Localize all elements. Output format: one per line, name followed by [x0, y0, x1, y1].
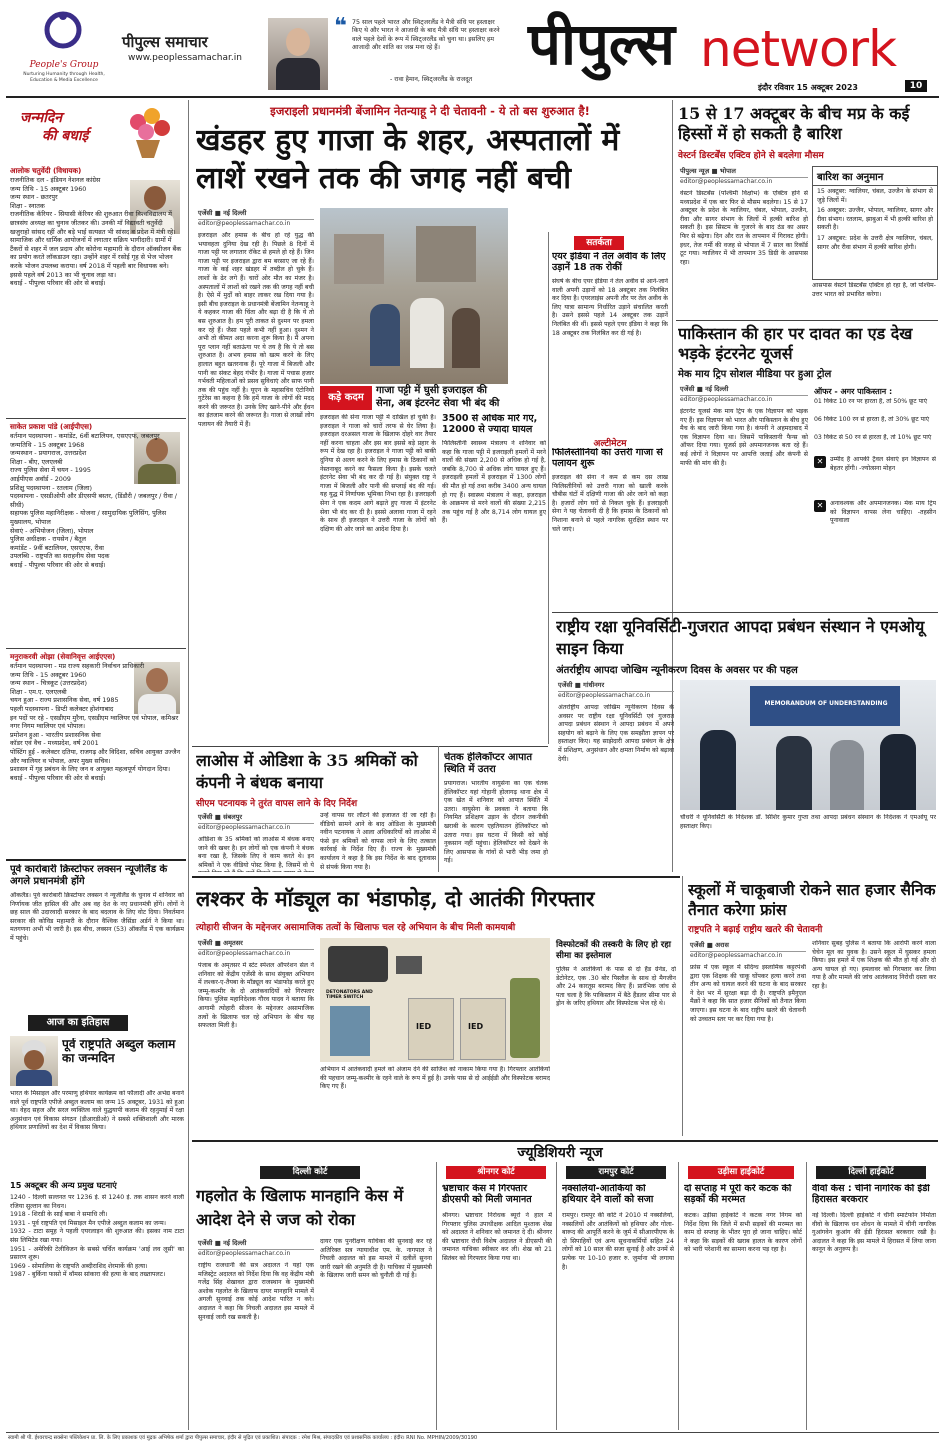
france-body: फ्रांस में एक स्कूल में संदिग्ध इस्लामिक कट्टरपंथी द्वारा एक शिक्षक की चाकू घोंपकर हत्या करने तथा तीन अन्य को घायल करने की घटना के बाद सरकार ने देश भर में सुरक्षा बढ़ा दी है। राष्ट्रपति इमैनुएल मैक्रों ने कहा कि सात हजार सैनिकों को तैनात किया जाएगा। इस घटना के बाद राष्ट्रीय खतरे की चेतावनी को उच्चतम स्तर पर कर दिया गया है। [690, 964, 806, 1023]
tweet-icon: ✕ [814, 456, 826, 468]
laos-sub: सीएम पटनायक ने तुरंत वापस लाने के दिए निर्देश [196, 799, 358, 809]
border-body: पुलिस ने आतंकियों के पास से दो हैंड ग्रेनेड, दो डेटोनेटर, एक .30 बोर पिस्तौल के साथ दो मैगजीन और 24 कारतूस बरामद किए हैं। प्रारंभिक जांच से पता चला है कि पाकिस्तान में बैठे हैंडलर सीमा पार से ड्रोन के जरिए हथियार और विस्फोटक भेज रहे थे। [556, 966, 676, 1008]
air-india-kicker: सतर्कता [574, 236, 624, 250]
gehlot-email: editor@peoplessamachar.co.in [198, 1250, 291, 1257]
footer-imprint: स्वामी श्री पी. ईश्वरचन्द्र सक्सेना पब्लिकेशन प्रा. लि. के लिए प्रकाशक एवं मुद्रक अभिषेक शर्मा द्वारा पीपुल्स समाचार, इंदौर से मुद्रित एवं प्रकाशित। संपादक : रमेश मिश्र, संपादकीय एवं प्रशासनिक कार्यालय : इंदौर। RNI No. MPHIN/2009/30190 [8, 1435, 478, 1441]
france-byline: एजेंसी ■ अरास [690, 940, 806, 952]
luxon-headline: पूर्व कारोबारी क्रिस्टोफर लक्सन न्यूजीलैंड के अगले प्रधानमंत्री होंगे [10, 864, 168, 887]
laos-email: editor@peoplessamachar.co.in [198, 824, 291, 831]
ultimatum-headline: फिलिस्तीनियों का उत्तरी गाजा से पलायन शुरू [552, 448, 663, 469]
pakistan-offer-1: 01 विकेट 10 रन पर हारता है, तो 50% छूट पाएं [814, 398, 928, 405]
group-tagline: Nurturing Humanity through Health, Education & Media Excellence [23, 72, 105, 83]
birthday-text-1: राजनीतिक दल - इंडियन नेशनल कांग्रेस जन्म तिथि - 15 अक्टूबर 1960 जन्म स्थान - छतरपुर शिक्षा - स्नातक राजनीतिक कॅरियर - सियासी कॅरियर की शुरुआत रीवा विश्वविद्यालय में छात्रसंघ अध्यक्ष का चुनाव जीतकर की। उनकी माँ विद्यावती चतुर्वेदी खजुराहो सांसद रहीं और बड़े भाई सत्यव्रत भी सांसद व प्रदेश में मंत्री रहे। सामाजिक और धार्मिक आयोजनों में लगातार सक्रिय भागीदारी। ग्रामों में टैंकरों से शहर में जल प्रदाय और कोरोना महामारी के दौरान ऑक्सीजन बैंक का प्रयोग करते लॉकडाउन रहा। उन्होंने शहर में रसोई गृह से भेज भोजन करके भोजन उपलब्ध कराया। वर्ष 2018 में पहली बार विधायक बने। इससे पहले वर्ष 2013 का भी चुनाव लड़ा था। बधाई - पीपुल्स परिवार की ओर से बधाई। [10, 176, 182, 288]
lashkar-body: पंजाब के अमृतसर में स्टेट स्पेशल ऑपरेशन सेल ने शनिवार को केंद्रीय एजेंसी के साथ संयुक्त अभियान में लश्कर-ए-तैयबा के मॉड्यूल का भंडाफोड़ करते हुए जम्मू-कश्मीर के दो आतंकवादियों को गिरफ्तार किया। पुलिस महानिदेशक गौरव यादव ने बताया कि आगामी त्योहारी सीजन के मद्देनजर असामाजिक तत्वों के खिलाफ चल रहे अभियान के बीच यह सफलता मिली है। [198, 962, 314, 1030]
gaza-email: editor@peoplessamachar.co.in [198, 220, 291, 227]
border-headline: विस्फोटकों की तस्करी के लिए हो रहा सीमा का इस्तेमाल [556, 940, 671, 961]
gaza-byline: एजेंसी ■ नई दिल्ली [198, 208, 314, 220]
rain-byline: पीपुल्स न्यूज़ ■ भोपाल [680, 166, 808, 178]
birthday-title-top: जन्मदिन [20, 110, 63, 126]
pakistan-offer-3: 03 विकेट से 50 रन से हारता है, तो 10% छूट पाएं [814, 434, 932, 441]
nsu-body: अंतर्राष्ट्रीय आपदा जोखिम न्यूनीकरण दिवस के अवसर पर राष्ट्रीय रक्षा यूनिवर्सिटी एवं गुजरात आपदा प्रबंधन संस्थान ने आपदा प्रबंधन में अपने सहयोग को बढ़ाने के लिए एक समझौता ज्ञापन पर हस्ताक्षर किए। यह साझेदारी आपदा प्रबंधन के क्षेत्र में प्रशिक्षण, अनुसंधान और क्षमता निर्माण को बढ़ावा देगी। [558, 704, 674, 763]
ambassador-photo [268, 18, 328, 90]
dhc-body: नई दिल्ली। दिल्ली हाईकोर्ट ने चीनी स्मार्टफोन निर्माता वीवो के खिलाफ धन शोधन के मामले में चीनी नागरिक गुआंगवेन कुआंग की ईडी हिरासत बरकरार रखी है। अदालत ने कहा कि इस मामले में हिरासत में लिया जाना कानून के अनुरूप है। [812, 1212, 936, 1254]
pakistan-offer-title: ऑफर - अगर पाकिस्तान : [814, 387, 893, 396]
history-headline: पूर्व राष्ट्रपति अब्दुल कलाम का जन्मदिन [62, 1038, 176, 1065]
group-name: People's Group [29, 60, 99, 70]
peoples-group-logo [38, 8, 88, 58]
paper-small-name: पीपुल्स समाचार [122, 33, 208, 51]
luxon-body: ऑकलैंड। पूर्व कारोबारी क्रिस्टोफर लक्सन ने न्यूजीलैंड के चुनाव में शनिवार को निर्णायक जीत हासिल की और अब वह देश के नए प्रधानमंत्री होंगे। लोगों ने छह साल की उदारवादी सरकार के बाद बदलाव के लिए वोट दिया। निवर्तमान सरकार की कोविड महामारी के दौरान वैश्विक जैसिंडा अर्डर्न ने किया था। मतगणना अभी भी जारी है। इस बीच, लक्सन (53) ऑकलैंड में एक कार्यक्रम में पहुंचे। [10, 892, 184, 942]
pakistan-byline: एजेंसी ■ नई दिल्ली [680, 384, 808, 396]
ultimatum-kicker: अल्टीमेटम [593, 439, 627, 449]
rain-box-item-3: 17 अक्टूबर: प्रदेश के उत्तरी क्षेत्र ग्वालियर, चंबल, सागर और रीवा संभाग में हल्की बारिश होगी। [817, 234, 933, 251]
pakistan-offer-2: 06 विकेट 100 रन से हारता है, तो 30% छूट पाएं [814, 416, 930, 423]
france-col2: शनिवार सुबह पुलिस ने बताया कि आरोपी करने वाला चेचेन मूल का युवक है। उसने स्कूल में घुसकर हमला किया। इस हमले में एक शिक्षक की मौत हो गई और दो अन्य घायल हो गए। हमलावर को गिरफ्तार कर लिया गया है और मामले की जांच आतंकवाद निरोधी दस्ता कर रहा है। [812, 940, 936, 990]
ultimatum-body: इजराइल की सेना ने कम से कम दस लाख फिलिस्तीनियों को उत्तरी गाजा को खाली करके चौबीस घंटों में दक्षिणी गाजा की ओर जाने को कहा है। हजारों लोग घरों से निकल चुके हैं। इजराइली सेना ने यह चेतावनी दी है कि हमास के ठिकानों को निशाना बनाने से पहले नागरिक सुरक्षित स्थान पर चले जाएं। [552, 474, 668, 533]
casualty-body: फिलिस्तीनी स्वास्थ्य मंत्रालय ने शनिवार को कहा कि गाजा पट्टी में इजराइली हमलों में मरने वालों की संख्या 2,200 से अधिक हो गई है, जबकि 8,700 से अधिक लोग घायल हुए हैं। इजराइली हमलों में इजराइल में 1300 लोगों की मौत हो गई तथा करीब 3400 अन्य घायल हो गए हैं। स्वास्थ्य मंत्रालय ने कहा, इजराइल के आक्रमण से मरने वालों की संख्या 2,215 तक पहुंच गई है और 8,714 लोग घायल हुए हैं। [442, 440, 546, 525]
birthday-column [6, 100, 186, 857]
ied-label-2: IED [468, 1022, 484, 1031]
casualty-headline: 3500 से अधिक मारे गए, 12000 से ज्यादा घायल [442, 414, 538, 435]
gaza-body: इजराइल और हमास के बीच हो रहे युद्ध की भयावहता दुनिया देख रही है। पिछले 8 दिनों में गाजा पट्टी पर लगातार रॉकेट से हमले हो रहे हैं। जिन गाजा पट्टी पर इजराइल द्वारा बम बरसाए जा रहे हैं। गाजा के कई शहर खंडहर में तब्दील हो चुके हैं। लाशों के ढेर लगे हैं। चारों ओर मौत का मंजर है। अस्पतालों में लाशों को रखने तक की जगह नहीं बची है। ऐसे में मुर्दों को बाहर लाकर रख दिया गया है। इसी बीच इजराइल के प्रधानमंत्री बेंजामिन नेतन्याहू ने ये कहकर गाजा की चिंता और बढ़ा दी है कि ये तो बस शुरुआत है। हम पूरी ताकत से दुश्मन पर हमला कर रहे हैं। जैसा पहले कभी नहीं हुआ। दुश्मन ने अभी तो कीमत अदा करना शुरू किया है। मैं अपना पूरा प्लान नहीं बताऊंगा पर ये तय है कि ये तो बस शुरुआत है। अभय हमास को खत्म करने के लिए हालात बहुत खतरनाक हैं। पूरे गाजा में बिजली और पानी का संकट बेहद गंभीर है। गाजा में पचास हजार गर्भवती महिलाओं को प्रसव सुविधाएं और साफ पानी तक की पहुंच नहीं है। यूएन के महासचिव एंटोनियो गुटेरेस का कहना है कि हमें गाजा के लोगों की मदद करने की जरूरत है। उनके लिए खाने-पीने और ईंधन का इंतजाम करने की जरूरत है। गाजा से लाखों लोग पलायन की तैयारी में हैं। [198, 232, 314, 429]
quote-mark-icon: ❝ [334, 14, 347, 39]
gaza-headline: खंडहर हुए गाजा के शहर, अस्पतालों में लाशें रखने तक की जगह नहीं बची [196, 123, 620, 196]
birthday-title-bottom: की बधाई [42, 128, 89, 144]
kalam-photo [10, 1036, 58, 1086]
rampur-body: रामपुर। रामपुर की कोर्ट ने 2010 में नक्सलियों, नक्सलियों और आतंकियों को हथियार और गोला-बारूद की आपूर्ति करने के जुर्म में सीआरपीएफ के दो सिपाहियों एवं अन्य सूचनाकर्मियों सहित 24 लोगों को 10 साल की सजा सुनाई है और उनमें से प्रत्येक पर 10-10 हजार रु. जुर्माना भी लगाया है। [562, 1212, 674, 1271]
birthday-text-3: वर्तमान पदस्थापना - मप्र राज्य सहकारी निर्वाचन प्राधिकारी जन्म तिथि - 15 अक्टूबर 1960 जन्म स्थान - चित्रकूट (उत्तरप्रदेश) शिक्षा - एम.ए. एलएलबी चयन हुआ - राज्य प्रशासनिक सेवा, वर्ष 1985 पहली पदस्थापना - डिप्टी कलेक्टर होशंगाबाद इन पदों पर रहे - एसडीएम मुरैना, एसडीएम ग्वालियर एवं भोपाल, कमिश्नर नगर निगम ग्वालियर एवं भोपाल। प्रमोशन हुआ - भारतीय प्रशासनिक सेवा कॉडर एवं वैच - मध्यप्रदेश, वर्ष 2001 पोस्टिंग हुई - कलेक्टर दतिया, राजगढ़ और विदिशा, सचिव आयुक्त उज्जैन और ग्वालियर व भोपाल, अपर मुख्य सचिव। प्रशासन में गृह प्रबंधन के लिए जन व आयुक्त महत्वपूर्ण योगदान दिया। बधाई - पीपुल्स परिवार की ओर से बधाई। [10, 662, 181, 782]
odisha-headline: दो सप्ताह में पूरी करें कटक की सड़कों की मरम्मत [684, 1184, 792, 1205]
history-body: भारत के मिसाइल और परमाणु हथियार कार्यक्रम को फौलादी और अभेद्य बनाने वाले पूर्व राष्ट्रपति एपीजे अब्दुल कलाम का जन्म 15 अक्टूबर, 1931 को हुआ था। वेहद सहज और सरल व्यक्तित्व वाले युद्धयापी कलाम की रहनुमाई में रक्षा अनुसंधान एवं विकास संगठन (डीआरडीओ) ने सबसे शक्तिशाली और मारक हथियार प्रणालियों का देश में विकास किया। [10, 1090, 184, 1132]
lashkar-byline: एजेंसी ■ अमृतसर [198, 938, 314, 950]
france-headline: स्कूलों में चाकूबाजी रोकने सात हजार सैनिक तैनात करेगा फ्रांस [688, 880, 936, 919]
gaza-photo-kicker: कड़े कदम [320, 386, 372, 410]
nsu-mou-photo [680, 680, 936, 810]
detonator-label: DETONATORS AND TIMER SWITCH [326, 990, 373, 1000]
birthday-text-2: वर्तमान पदस्थापना - कमांडेंट, 6वीं बटालियन, एसएएफ, जबलपुर जन्मतिथि - 15 अक्टूबर 1968 जन्मस्थान - प्रयागराज, उत्तरप्रदेश शिक्षा - बीए, एलएलबी राज्य पुलिस सेवा में चयन - 1995 आईपीएस अवॉर्ड - 2009 प्रशिक्षु पदस्थापना - रतलाम (जिला) पदस्थापना - एसडीओपी और डीएसपी बस्तर, (डिंडौरी / जबलपुर / रीवा / सीधी) सहायक पुलिस महानिरीक्षक - योजना / सामुदायिक पुलिसिंग, पुलिस मुख्यालय, भोपाल सेवाएं - अभियोजन (जिला), भोपाल पुलिस अधीक्षक - रायसेन / बैतूल कमांडेंट - 9वीं बटालियन, एसएएफ, रीवा उपलब्धि - राष्ट्रपति का सराहनीय सेवा पदक बधाई - पीपुल्स परिवार की ओर से बधाई। [10, 432, 177, 569]
history-bar: आज का इतिहास [28, 1015, 128, 1031]
srinagar-headline: भ्रष्टाचार केस में गिरफ्तार डीएसपी को मिली जमानत [442, 1184, 532, 1205]
mou-banner-text: MEMORANDUM OF UNDERSTANDING [764, 700, 888, 707]
brand-english: network [700, 20, 897, 78]
gaza-kicker: इजराइली प्रधानमंत्री बेंजामिन नेतन्याहू ने दी चेतावनी - ये तो बस शुरुआत है! [270, 104, 590, 118]
rain-headline: 15 से 17 अक्टूबर के बीच मप्र के कई हिस्सों में हो सकती है बारिश [678, 104, 910, 143]
pakistan-headline: पाकिस्तान की हार पर दावत का एड देख भड़के इंटरनेट यूजर्स [678, 324, 913, 363]
heli-body: प्रयागराज। भारतीय वायुसेना का एक चेतक हेलिकॉप्टर यहां गोहानी होलागढ़ थाना क्षेत्र में एक खेत में शनिवार को आपात स्थिति में उतरा। वायुसेना के प्रवक्ता ने बताया कि नियमित प्रशिक्षण उड़ान के दौरान तकनीकी खराबी के कारण एहतियातन हेलिकॉप्टर को उतारा गया। इस घटना में किसी को कोई नुकसान नहीं पहुंचा। हेलिकॉप्टर को देखने के लिए आसपास के गांवों से भारी भीड़ जमा हो गई। [444, 780, 548, 865]
laos-byline: एजेंसी ■ संबलपुर [198, 812, 314, 824]
heli-headline: चेतक हेलिकॉप्टर आपात स्थिति में उतरा [444, 752, 533, 775]
rain-email: editor@peoplessamachar.co.in [680, 178, 773, 185]
pakistan-email: editor@peoplessamachar.co.in [680, 396, 773, 403]
nsu-sub: अंतर्राष्ट्रीय आपदा जोखिम न्यूनीकरण दिवस के अवसर पर की पहल [556, 665, 798, 676]
pakistan-tweet-2: अनावश्यक और अपमानजनक। मेक माय ट्रिप को विज्ञापन वापस लेना चाहिए। -तहसीन पूनावाला [830, 500, 936, 525]
tweet-icon-2: ✕ [814, 500, 826, 512]
gaza-rubble-photo [320, 208, 508, 384]
lashkar-headline: लश्कर के मॉड्यूल का भंडाफोड़, दो आतंकी गिरफ्तार [196, 886, 595, 911]
odisha-court: उड़ीसा हाईकोर्ट [688, 1166, 794, 1179]
gehlot-body: राष्ट्रीय राजधानी की सत्र अदालत ने यहां एक मजिस्ट्रेट अदालत को निर्देश दिया कि वह केंद्रीय मंत्री गजेंद्र सिंह शेखावत द्वारा राजस्थान के मुख्यमंत्री अशोक गहलोत के खिलाफ दायर मानहानि मामले में अगली सुनवाई तक कोई आदेश पारित न करे। अदालत ने कहा कि निचली अदालत इस मामले में सुनवाई जारी रख सकती है। [198, 1262, 314, 1321]
history-subtitle: 15 अक्टूबर की अन्य प्रमुख घटनाएं [10, 1180, 117, 1190]
brand-hindi: पीपुल्स [528, 10, 675, 78]
dateline: इंदौर रविवार 15 अक्टूबर 2023 [758, 83, 858, 92]
rain-box-item-2: 16 अक्टूबर: उज्जैन, भोपाल, ग्वालियर, सागर और रीवा संभाग। रतलाम, झाबुआ में भी हल्की बारिश हो सकती है। [817, 207, 933, 232]
odisha-body: कटक। उड़ीसा हाईकोर्ट ने कटक नगर निगम को निर्देश दिया कि जिले में सभी सड़कों की मरम्मत का काम दो सप्ताह के भीतर पूरा हो जाना चाहिए। कोर्ट ने कहा कि सड़कों की खराब हालत के कारण लोगों को भारी परेशानी का सामना करना पड़ रहा है। [684, 1212, 802, 1254]
rain-box-title: बारिश का अनुमान [813, 167, 937, 186]
pakistan-tweet-1: उम्मीद है आपकी ट्रैवल सेवाएं इन विज्ञापन से बेहतर होंगी। -ज्योत्सना मोहन [830, 456, 936, 472]
history-events: 1240 - दिल्ली सल्तनत पर 1236 ई. से 1240 ई. तक शासन करने वाली रजिया सुल्तान का निधन। 1918 - शिरडी के साईं बाबा ने समाधि ली। 1931 - पूर्व राष्ट्रपति एवं मिसाइल मैन एपीजे अब्दुल कलाम का जन्म। 1932 - टाटा समूह ने पहली एयरलाइन की शुरुआत की। इसका नाम टाटा संस लिमिटेड रखा गया। 1951 - अमेरिकी टेलीविजन के सबसे चर्चित कार्यक्रम 'आई लव लूसी' का प्रसारण शुरू। 1969 - सोमालिया के राष्ट्रपति अब्दीराशिद शेरमार्के की हत्या। 1987 - बुर्किना फासो में थॉमस सांकारा की हत्या के बाद तख्तापलट। [10, 1194, 184, 1279]
gaza-photo-caption: गाजा पट्टी में घुसी इजराइल की सेना, अब इंटरनेट सेवा भी बंद की [376, 385, 500, 409]
flower-bouquet-icon [118, 104, 178, 160]
rain-sub: वेस्टर्न डिस्टर्बेंस एक्टिव होने से बदलेगा मौसम [678, 151, 824, 161]
france-email: editor@peoplessamachar.co.in [690, 952, 783, 959]
rampur-headline: नक्सलियों-आतंकियों को हथियार देने वालों को सजा [562, 1184, 654, 1205]
rampur-court: रामपुर कोर्ट [566, 1166, 666, 1179]
ied-label-1: IED [416, 1022, 432, 1031]
rain-box [812, 166, 938, 280]
dhc-headline: वीवो केस : चीनी नागरिक की ईडी हिरासत बरकरार [812, 1184, 930, 1205]
gehlot-headline: गहलोत के खिलाफ मानहानि केस में आदेश देने से जज को रोका [196, 1186, 404, 1229]
gaza-col2: इजराइल की सेना गाजा पट्टी में दाखिल हो चुकी है। इजराइल ने गाजा को चारों तरफ से घेर लिया है। इजराइल दरअसल गाजा के खिलाफ दोहरे वार तैयार नहीं करना चाहता और इस बार इससे बड़े प्रहार के रूप में देख रहा है। इजराइल ने गाजा पट्टी को बाकी दुनिया से अलग करने के लिए हमास के ठिकानों को नेस्तनाबूद करने का फैसला किया है। इसके चलते इंटरनेट सेवा भी बंद कर दी गई है। संयुक्त राष्ट्र ने गाजा में बिजली और पानी की सप्लाई बंद की गई। यह युद्ध में निर्णायक भूमिका निभा रहा है। इजराइली सेना ने एक कदम आगे बढ़ाते हुए गाजा में इंटरनेट सेवा भी बंद कर दी है। इससे अलावा गाजा में रहने के साथ ही इजराइल ने उत्तरी गाजा के लोगों को दक्षिण की ओर जाने का आदेश दिया है। [320, 414, 436, 533]
nsu-byline: एजेंसी ■ गांधीनगर [558, 680, 674, 692]
judiciary-bar: ज्यूडिशियरी न्यूज [517, 1145, 603, 1161]
quote-author: - रावा हैमान, स्विट्जरलैंड के राजदूत [390, 76, 473, 83]
air-india-headline: एयर इंडिया ने तेल अवीव के लिए उड़ानें 18 तक रोकीं [552, 252, 666, 273]
rain-box-note: आसपास वेस्टर्न डिस्टर्बेंस एक्टिव हो रहा है, जो पश्चिम-उत्तर भारत को प्रभावित करेगा। [812, 282, 936, 298]
rain-body: वेस्टर्न डिस्टर्बेंस (पश्चिमी विक्षोभ) के एक्टिव होने से मध्यप्रदेश में एक बार फिर से मौसम बदलेगा। 15 से 17 अक्टूबर के प्रदेश के ग्वालियर, चंबल, भोपाल, उज्जैन, रीवा और सागर संभाग के जिलों में हल्की बारिश हो सकती है। इस सिस्टम के गुजरने के बाद ठंड का असर फिर से बढ़ेगा। दिन और रात के तापमान में गिरावट होगी। इधर, तेज गर्मी की वजह से भोपाल में 7 साल का रिकॉर्ड टूट गया। ग्वालियर में भी तापमान 35 डिग्री के आसपास रहा। [680, 190, 808, 266]
gehlot-col2: दायर एक पुनरीक्षण याचिका की सुनवाई कर रहे अतिरिक्त सत्र न्यायाधीश एम. के. नागपाल ने निचली अदालत को इस मामले में दलीलें सुनना जारी रखने की अनुमति दी है। याचिका में मुख्यमंत्री के खिलाफ जारी समन को चुनौती दी गई है। [320, 1238, 432, 1280]
srinagar-body: श्रीनगर। भ्रष्टाचार निरोधक ब्यूरो ने हाल में गिरफ्तार पुलिस उपाधीक्षक आदिल मुश्ताक शेख को अदालत ने शनिवार को जमानत दे दी। श्रीनगर की भ्रष्टाचार रोधी विशेष अदालत ने डीएसपी की जमानत याचिका स्वीकार कर ली। शेख को 21 सितंबर को गिरफ्तार किया गया था। [442, 1212, 552, 1262]
air-india-body: संघर्ष के बीच एयर इंडिया ने तेल अवीव से आने-जाने वाली अपनी उड़ानों को 18 अक्टूबर तक निलंबित कर दिया है। एयरलाइंस अपनी तौर पर तेल अवीव के लिए यात्रा सामान्य निर्धारित उड़ाने संचालित करती है। उसने इससे पहले 14 अक्टूबर तक उड़ानें निलंबित की थीं। इससे पहले एयर इंडिया ने कहा कि 18 अक्टूबर तक निलंबित कर दी गई है। [552, 278, 668, 337]
pakistan-body: इंटरनेट यूजर्स मेक माय ट्रिप के एक विज्ञापन को भड़क गए हैं। इस विज्ञापन को भारत और पाकिस्तान के बीच हुए मैच के बाद जारी किया गया है। कंपनी ने अहमदाबाद में एक विज्ञापन दिया था। जिसमें पाकिस्तानी फैन्स को ऑफर दिया गया। यूजर्स इसे अपमानजनक बता रहे हैं। कई लोगों ने विज्ञापन पर आपत्ति जताई और कंपनी से माफी की मांग की है। [680, 408, 808, 467]
seized-arms-photo [320, 938, 550, 1062]
birthday-name-3: मनुराकरवी ओझा (सेवानिवृत्त आईएएस) [10, 652, 116, 661]
laos-body: ओडिशा के 35 श्रमिकों को लाओस में बंधक बनाए जाने की खबर है। इन लोगों को एक कंपनी ने बंधक बना रखा है, जिसके लिए वे काम करते थे। इन श्रमिकों ने एक वीडियो पोस्ट किया है, जिसमें वो ये [198, 836, 314, 869]
nsu-caption: चौधरी ने यूनिवर्सिटी के निदेशक डॉ. सिशिर कुमार गुप्ता तथा आपदा प्रबंधन संस्थान के निदेशक ने एमओयू पर हस्ताक्षर किए। [680, 814, 936, 830]
page-number: 10 [905, 80, 927, 92]
rain-box-item-1: 15 अक्टूबर: ग्वालियर, चंबल, उज्जैन के संभाग से जुड़े जिलों में। [817, 188, 933, 204]
lashkar-email: editor@peoplessamachar.co.in [198, 950, 291, 957]
ambassador-quote: 75 साल पहले भारत और स्विट्जरलैंड ने मैत्री संधि पर हस्ताक्षर किए थे और भारत ने आजादी के बाद मैत्री संधि पर हस्ताक्षर करने वाले पहले देशों के रूप में स्विट्जरलैंड को चुना था। इसलिए हम आजादी और शांति का जश्न मना रहे हैं। [352, 19, 500, 52]
gehlot-byline: एजेंसी ■ नई दिल्ली [198, 1238, 314, 1250]
srinagar-court: श्रीनगर कोर्ट [446, 1166, 546, 1179]
pakistan-sub: मेक माय ट्रिप सोशल मीडिया पर हुआ ट्रोल [678, 369, 832, 380]
lashkar-sub: त्योहारी सीजन के मद्देनजर असामाजिक तत्वों के खिलाफ चल रहे अभियान के बीच मिली कामयाबी [196, 923, 516, 933]
laos-headline: लाओस में ओडिशा के 35 श्रमिकों को कंपनी ने बंधक बनाया [196, 751, 418, 792]
website: www.peoplessamachar.in [128, 53, 242, 63]
nsu-headline: राष्ट्रीय रक्षा यूनिवर्सिटी-गुजरात आपदा प्रबंधन संस्थान ने एमओयू साइन किया [556, 617, 925, 658]
nsu-email: editor@peoplessamachar.co.in [558, 692, 651, 699]
laos-col2: उन्हें वापस घर लौटने की इजाजत दी जा रही है। वीडियो सामने आने के बाद ओडिशा के मुख्यमंत्री नवीन पटनायक ने आला अधिकारियों को लाओस में फंसे इन श्रमिकों को वापस लाने के लिए तत्काल कार्रवाई के निर्देश दिए हैं। राज्य के मुख्यमंत्री कार्यालय ने कहा है कि इस निर्देश के बाद दूतावास से संपर्क किया गया है। [320, 812, 436, 871]
birthday-name-2: साकेत प्रकाश पांडे (आईपीएस) [10, 422, 93, 431]
lashkar-col3: अभियान में आतंकवादी हमले को अंजाम देने की साजिश को नाकाम किया गया है। गिरफ्तार आतंकियों की पहचान जम्मू-कश्मीर के रहने वाले के रूप में हुई है। उनके पास से दो आईईडी और विस्फोटक बरामद किए गए हैं। [320, 1066, 550, 1091]
masthead [0, 0, 945, 98]
france-sub: राष्ट्रपति ने बढ़ाई राष्ट्रीय खतरे की चेतावनी [688, 925, 823, 935]
gehlot-court: दिल्ली कोर्ट [260, 1166, 360, 1179]
birthday-name-1: आलोक चतुर्वेदी (विधायक) [10, 166, 82, 175]
dhc-court: दिल्ली हाईकोर्ट [816, 1166, 926, 1179]
